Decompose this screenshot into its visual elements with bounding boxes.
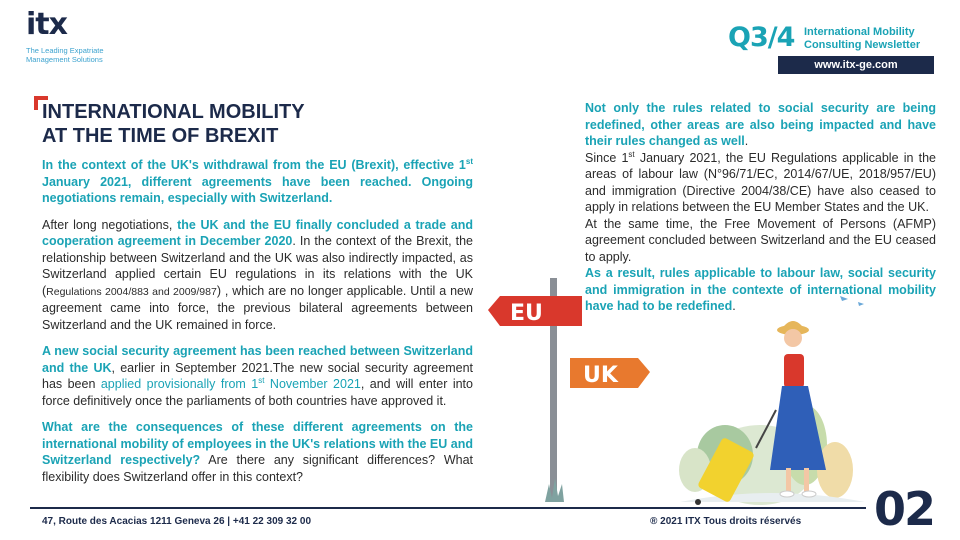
- afmp-paragraph: At the same time, the Free Movement of Persons (AFMP) agreement concluded between Switzerland and the EU ceased to apply.: [585, 216, 936, 264]
- footer-divider: [30, 507, 866, 509]
- conclusion-paragraph: As a result, rules applicable to labour law, social security and immigration in the contexte of international mobility have had to be redefined.: [585, 266, 936, 313]
- logo-tagline: The Leading Expatriate Management Solutions: [26, 46, 104, 64]
- footer-address: 47, Route des Acacias 1211 Geneva 26 | +41 22 309 32 00: [42, 516, 312, 527]
- eu-sign-label: EU: [510, 301, 543, 326]
- newsletter-title: International Mobility Consulting Newsletter: [804, 26, 921, 51]
- issue-label: Q3/4: [728, 22, 795, 53]
- left-column: [42, 157, 473, 495]
- uk-sign: [570, 358, 650, 388]
- grass-icon: [545, 478, 564, 502]
- title-line-1: INTERNATIONAL MOBILITY: [42, 101, 305, 123]
- eu-sign: [488, 296, 582, 326]
- questions-paragraph: What are the consequences of these different agreements on the international mobility of employees in the UK's relations with the EU and Switzerland respectively? Are there any significant differences? What flexibility does Switzerland offer in this context?: [42, 420, 473, 484]
- page-number: 02: [874, 482, 935, 536]
- negotiations-paragraph: After long negotiations, the UK and the EU finally concluded a trade and cooperation agreement in December 2020. In the context of the Brexit, the relationship between Switzerland and the UK was also indirectly impacted, as Switzerland applied certain EU regulations in its relations with the UK (Regulations 2004/883 and 2009/987) , which are no longer applicable. Until a new agreement came into force, the previous bilateral agreements between Switzerland and the UK remained in force.: [42, 217, 473, 332]
- company-logo: [26, 7, 126, 64]
- brexit-illustration: [470, 270, 870, 510]
- logo-mark: itx: [26, 7, 67, 42]
- website-link[interactable]: www.itx-ge.com: [778, 56, 934, 74]
- bird-icon: [858, 302, 864, 306]
- title-line-2: AT THE TIME OF BREXIT: [42, 125, 279, 147]
- newsletter-header: [724, 22, 934, 76]
- eu-regulations-paragraph: Since 1st January 2021, the EU Regulations applicable in the areas of labour law (N°96/71/EC, 2014/67/UE, 2018/957/EU) and immigration (Directive 2004/38/CE) have also ceased to apply in relations between the EU Member States and the UK.: [585, 149, 936, 214]
- rules-redefined-paragraph: Not only the rules related to social security are being redefined, other areas are also being impacted and have their rules changed as well.: [585, 101, 936, 148]
- page-title: [42, 100, 372, 148]
- footer-copyright: ® 2021 ITX Tous droits réservés: [650, 516, 802, 527]
- agreement-paragraph: A new social security agreement has been reached between Switzerland and the UK, earlier in September 2021.The new social security agreement has been applied provisionally from 1st November 2021, and will enter into force definitively once the parliaments of both countries have approved it.: [42, 344, 473, 408]
- intro-paragraph: In the context of the UK's withdrawal from the EU (Brexit), effective 1st January 2021, different agreements have been reached. Ongoing negotiations remain, especially with Switzerland.: [42, 156, 473, 205]
- bird-icon: [840, 296, 848, 301]
- uk-sign-label: UK: [583, 363, 618, 388]
